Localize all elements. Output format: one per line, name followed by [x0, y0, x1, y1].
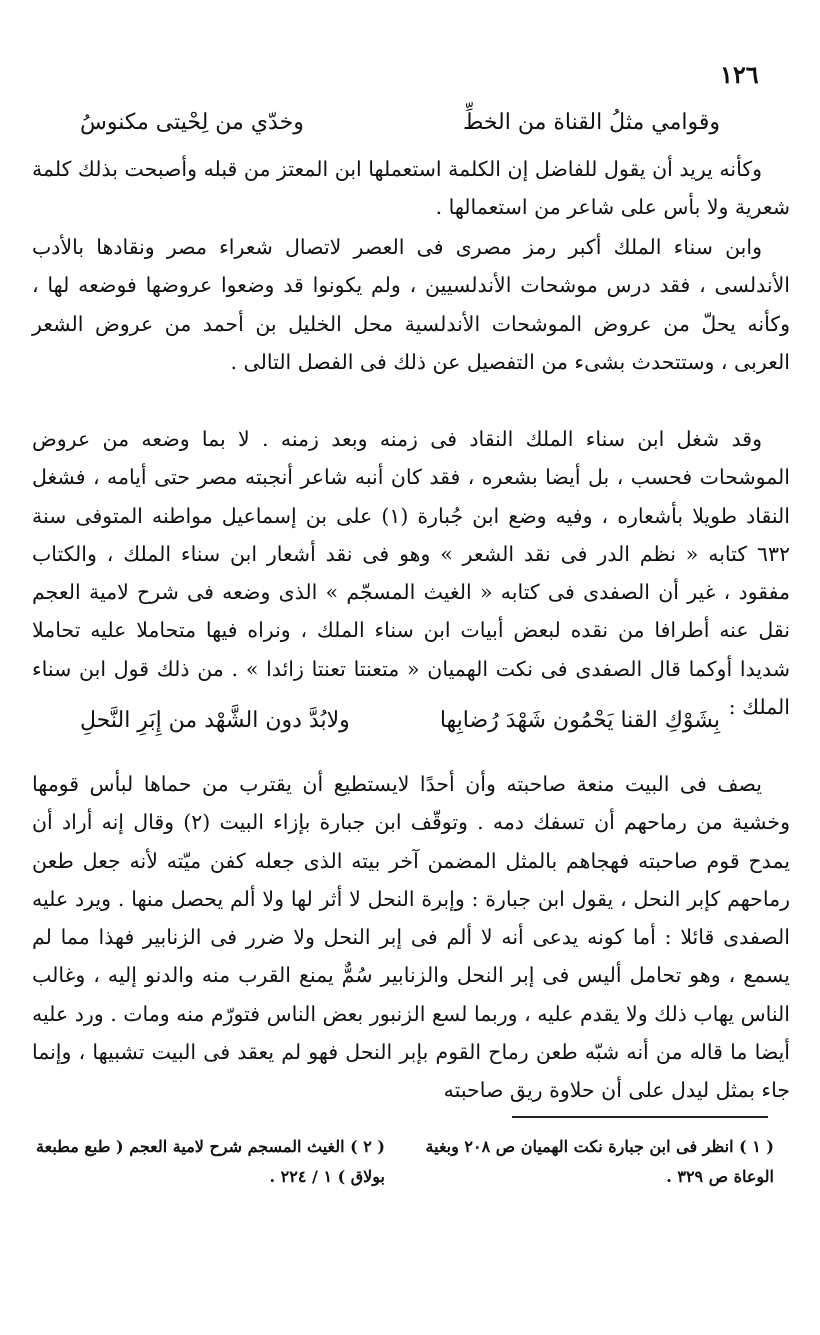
verse-line [80, 700, 720, 740]
verse-line [80, 102, 720, 142]
verse-second-hemistich: وخدّي من لِحْيتى مكنوسُ [80, 109, 304, 135]
verse-first-hemistich: وقوامي مثلُ القناة من الخطِّ [462, 109, 720, 135]
footnotes [30, 1132, 774, 1202]
footnote: ( ١ ) انظر فى ابن جبارة نكت الهميان ص ٢٠٨ وبغية الوعاة ص ٣٢٩ . [425, 1137, 774, 1186]
footnote-divider [512, 1116, 768, 1118]
paragraph: يصف فى البيت منعة صاحبته وأن أحدًا لايستطيع أن يقترب من حماها لبأس قومها وخشية من رماحهم أن تسفك دمه . وتوقّف ابن جبارة بإزاء البيت (٢) وقال إنه أراد أن يمدح قوم صاحبته فهجاهم بالمثل المضمن آخر بيته الذى جعله كفن ميّته لأنه جعل طعن رماحهم كإبر النحل ، يقول ابن جبارة : وإبرة النحل لا أثر لها ولا ألم يحصل منها . ويرد عليه الصفدى قائلا : أما كونه يدعى أنه لا ألم فى إبر النحل ولا ضرر فى الزنابير فهذا مما لم يسمع ، وهو تحامل أليس فى إبر النحل والزنابير سُمٌّ يمنع القرب منه والدنو إليه ، وغالب الناس يهاب ذلك ولا يقدم عليه ، وربما لسع الزنبور بعض الناس فتورّم منه ومات . ورد عليه أيضا ما قاله من أنه شبّه طعن رماح القوم بإبر النحل فهو لم يعقد فى البيت تشبيها ، وإنما جاء بمثل ليدل على أن حلاوة ريق صاحبته [32, 772, 790, 1103]
page-number: ١٢٦ [720, 60, 759, 89]
footnote: ( ٢ ) الغيث المسجم شرح لامية العجم ( طبع مطبعة بولاق ) ١ / ٢٢٤ . [36, 1137, 385, 1186]
paragraph: وقد شغل ابن سناء الملك النقاد فى زمنه وبعد زمنه . لا بما وضعه من عروض الموشحات فحسب ، بل أيضا بشعره ، فقد كان أنبه شاعر أنجبته مصر حتى أيامه ، فشغل النقاد طويلا بأشعاره ، وفيه وضع ابن جُبارة (١) على بن إسماعيل مواطنه المتوفى سنة ٦٣٢ كتابه « نظم الدر فى نقد الشعر » وهو فى نقد أشعار ابن سناء الملك ، والكتاب مفقود ، غير أن الصفدى فى كتابه « الغيث المسجّم » الذى وضعه فى شرح لامية العجم نقل عنه أطرافا من نقده لبعض أبيات ابن سناء الملك ، ونراه فيها متحاملا عليه تحاملا شديدا أوكما قال الصفدى فى نكت الهميان « متعنتا تعنتا زائدا » . من ذلك قول ابن سناء الملك : [32, 427, 790, 720]
paragraph: وابن سناء الملك أكبر رمز مصرى فى العصر لاتصال شعراء مصر ونقادها بالأدب الأندلسى ، فقد درس موشحات الأندلسيين ، ولم يكونوا قد وضعوا عروضها فوضعه لها ، وكأنه يحلّ من عروض الموشحات الأندلسية محل الخليل بن أحمد من عروض الشعر العربى ، وستتحدث بشىء من التفصيل عن ذلك فى الفصل التالى . [32, 235, 790, 374]
verse-second-hemistich: ولابُدَّ دون الشَّهْد من إِبَرِ النَّحلِ [80, 707, 350, 733]
paragraph: وكأنه يريد أن يقول للفاضل إن الكلمة استعملها ابن المعتز من قبله وأصبحت بذلك كلمة شعرية ولا بأس على شاعر من استعمالها . [32, 157, 790, 220]
verse-first-hemistich: بِشَوْكِ القنا يَحْمُون شَهْدَ رُضابِها [439, 707, 720, 733]
